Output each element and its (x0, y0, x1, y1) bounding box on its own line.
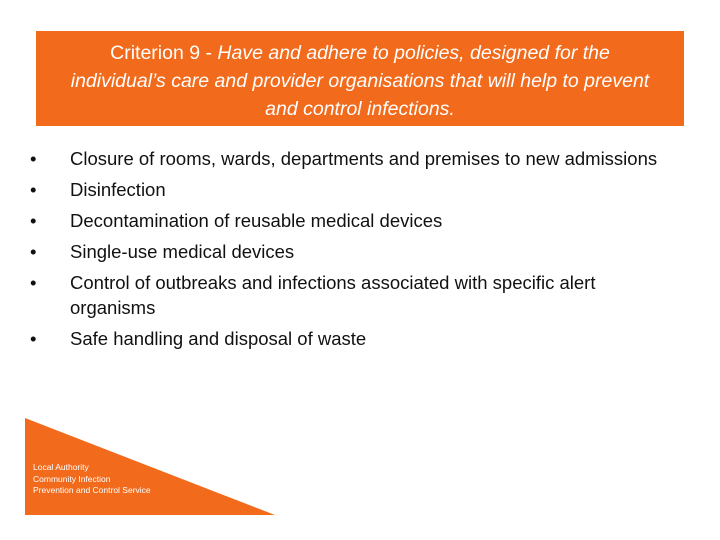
slide-title (36, 31, 684, 126)
title-description: Have and adhere to policies, designed for the individual’s care and provider organisations that will help to prevent and control infections. (70, 42, 650, 120)
bullet-marker: • (30, 179, 37, 200)
list-item-text: Control of outbreaks and infections associated with specific alert organisms (70, 272, 596, 318)
list-item (26, 239, 666, 264)
bullet-marker: • (30, 241, 37, 262)
logo-text (33, 462, 151, 497)
bullet-marker: • (30, 210, 37, 231)
bullet-marker: • (30, 148, 37, 169)
title-criterion: Criterion 9 - (110, 42, 218, 64)
bullet-marker: • (30, 328, 37, 349)
list-item (26, 177, 666, 202)
list-item (26, 208, 666, 233)
list-item-text: Closure of rooms, wards, departments and premises to new admissions (70, 148, 658, 169)
list-item-text: Safe handling and disposal of waste (70, 328, 367, 349)
list-item-text: Decontamination of reusable medical devices (70, 210, 443, 231)
logo-line-1: Local Authority (33, 462, 89, 472)
bullet-list (26, 146, 666, 357)
list-item (26, 146, 666, 171)
list-item-text: Disinfection (70, 179, 166, 200)
bullet-marker: • (30, 272, 37, 293)
list-item (26, 270, 666, 320)
logo-line-3: Prevention and Control Service (33, 485, 151, 495)
list-item (26, 326, 666, 351)
organisation-logo (25, 418, 275, 515)
logo-line-2: Community Infection (33, 473, 111, 484)
list-item-text: Single-use medical devices (70, 241, 295, 262)
